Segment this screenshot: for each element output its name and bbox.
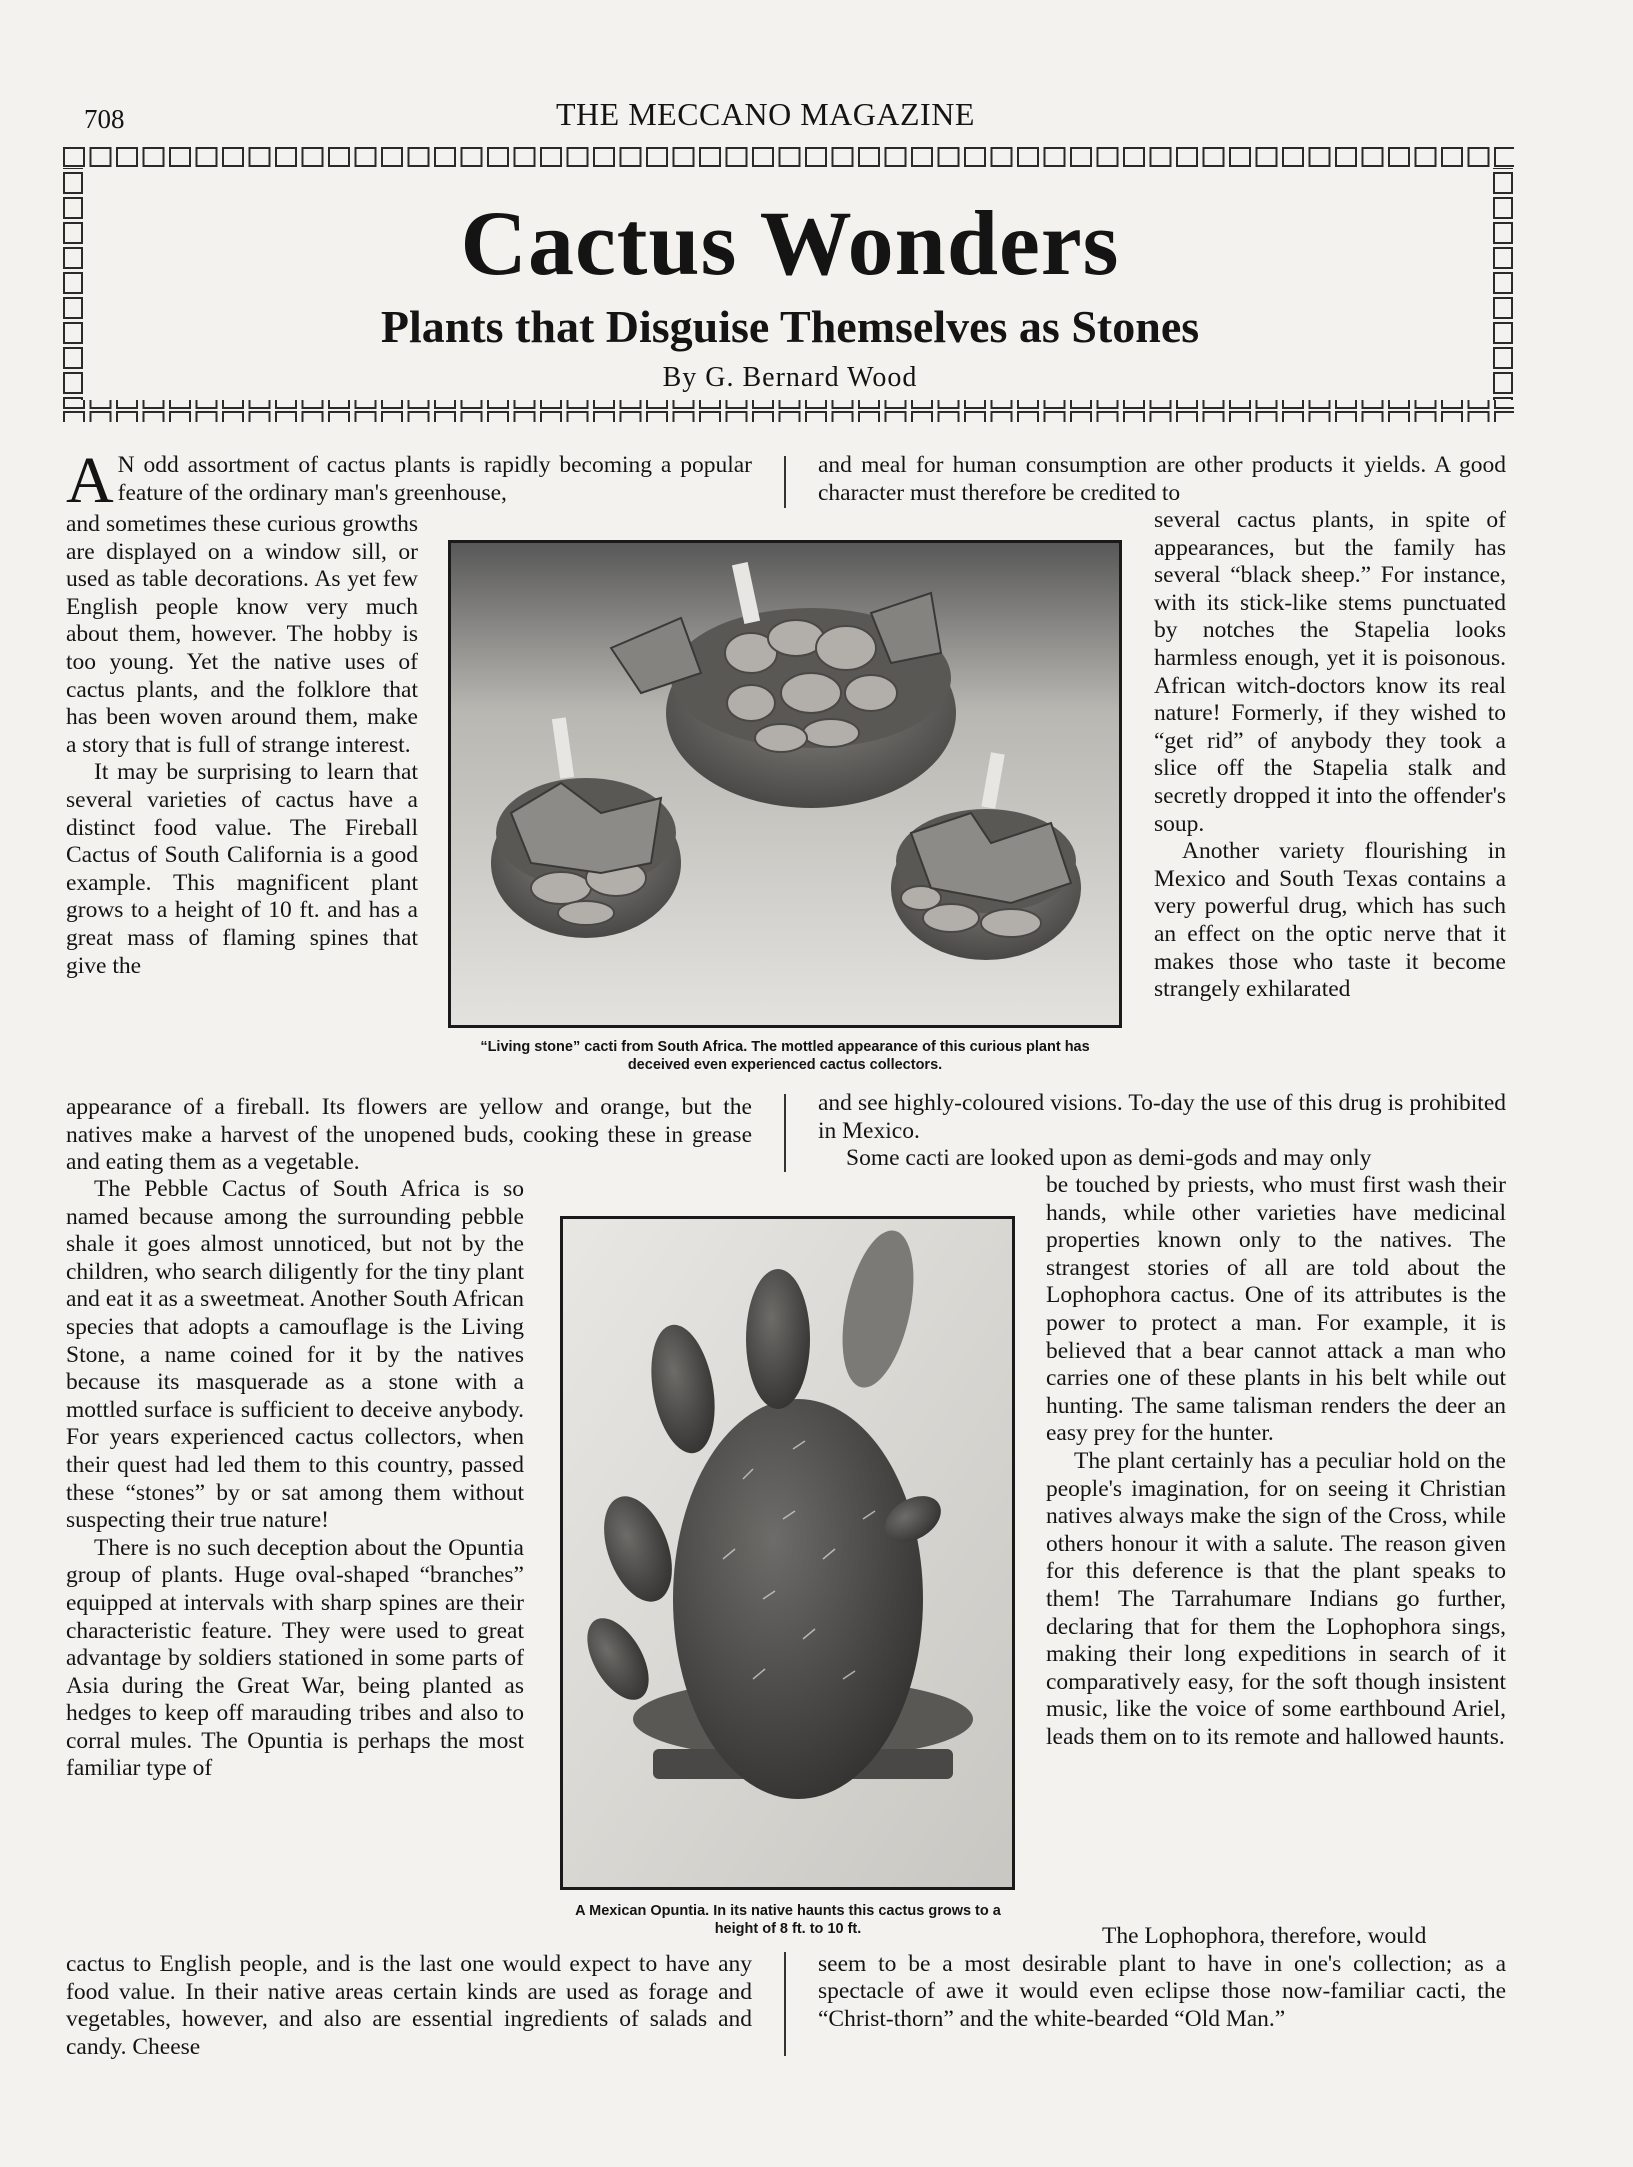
paragraph: appearance of a fireball. Its flowers are yellow and orange, but the natives make a harvest of the unopened buds, cooking these in grease and eating them as a vegetable. [66, 1094, 752, 1176]
article-title: Cactus Wonders [460, 192, 1120, 294]
left-column-bottom [66, 1951, 752, 2061]
paragraph: be touched by priests, who must first wash their hands, while other varieties have medicinal properties known only to the natives. The strangest stories of all are told about the Lophophora cactus. One of its attributes is the power to protect a man. For example, it is believed that a bear cannot attack a man who carries one of these plants in his belt while out hunting. The same talisman renders the deer an easy prey for the hunter. [1046, 1172, 1506, 1447]
paragraph: There is no such deception about the Opuntia group of plants. Huge oval-shaped “branches” equipped at intervals with sharp spines are their characteristic feature. They were used to great advantage by soldiers stationed in some parts of Asia during the Great War, being planted as hedges to keep off marauding tribes and also to corral mules. The Opuntia is perhaps the most familiar type of [66, 1534, 524, 1782]
opening-text: N odd assortment of cactus plants is rapidly becoming a popular feature of the ordinary man's greenhouse, [117, 452, 752, 506]
left-column-intro [66, 444, 752, 517]
paragraph: and see highly-coloured visions. To-day the use of this drug is prohibited in Mexico. [818, 1090, 1506, 1144]
paragraph: cactus to English people, and is the last one would expect to have any food value. In their native areas certain kinds are used as forage and vegetables, however, and also are essential ingredients of salads and candy. Cheese [66, 1951, 752, 2060]
living-stone-illustration [451, 543, 1119, 1025]
right-column-upper [1154, 507, 1506, 1004]
column-rule [784, 1952, 786, 2056]
paragraph: and meal for human consumption are other products it yields. A good character must therefore be credited to [818, 452, 1506, 506]
left-column-upper [66, 511, 418, 980]
right-column-lower [1046, 1172, 1506, 1751]
running-head: THE MECCANO MAGAZINE [556, 96, 975, 132]
paragraph: seem to be a most desirable plant to have in one's collection; as a spectacle of awe it would even eclipse those now-familiar cacti, the “Christ-thorn” and the white-bearded “Old Man.” [818, 1950, 1506, 2032]
paragraph: and sometimes these curious growths are displayed on a window sill, or used as table decorations. As yet few English people know very much about them, however. The hobby is too young. Yet the native uses of cactus plants, and the folklore that has been woven around them, make a story that is full of strange interest. [66, 511, 418, 758]
paragraph: The Pebble Cactus of South Africa is so named because among the surrounding pebble shale it goes almost unnoticed, but not by the children, who search diligently for the tiny plant and eat it as a sweetmeat. Another South African species that adopts a camouflage is the Living Stone, a name coined for it by the natives because its masquerade as a stone with a mottled surface is sufficient to deceive anybody. For years experienced cactus collectors, when their quest had led them to this country, passed these “stones” by or sat among them without suspecting their true nature! [66, 1176, 524, 1534]
article-subtitle: Plants that Disguise Themselves as Stones [380, 301, 1200, 352]
paragraph: It may be surprising to learn that several varieties of cactus have a distinct food value. The Fireball Cactus of South California is a good example. This magnificent plant grows to a height of 10 ft. and has a great mass of flaming spines that give the [66, 759, 418, 979]
article-byline: By G. Bernard Wood [662, 362, 918, 393]
column-rule [784, 456, 786, 508]
paragraph: The Lophophora, therefore, would [1102, 1923, 1427, 1949]
paragraph: The plant certainly has a peculiar hold on the people's imagination, for on seeing it Christian natives always make the sign of the Cross, while others honour it with a salute. The reason given for this deference is that the plant speaks to them! The Tarrahumare Indians go further, declaring that for them the Lophophora sings, making their long expeditions in search of it comparatively easy, for the soft though insistent music, like the voice of some earthbound Ariel, leads them on to its remote and hallowed haunts. [1046, 1447, 1506, 1750]
right-column-bottom [818, 1923, 1506, 2033]
column-rule [784, 1094, 786, 1172]
left-column-middle [66, 1094, 752, 1177]
opuntia-caption: A Mexican Opuntia. In its native haunts this cactus grows to a height of 8 ft. to 10 ft. [575, 1903, 1001, 1937]
living-stone-photo [448, 540, 1122, 1028]
living-stone-caption: “Living stone” cacti from South Africa. The mottled appearance of this curious plant has deceived even experienced cactus collectors. [480, 1039, 1090, 1073]
opuntia-illustration [563, 1219, 1012, 1887]
right-column-top [818, 452, 1506, 507]
paragraph: Some cacti are looked upon as demi-gods and may only [846, 1145, 1372, 1172]
right-column-middle [818, 1090, 1506, 1173]
paragraph: several cactus plants, in spite of appearances, but the family has several “black sheep.” For instance, with its stick-like stems punctuated by notches the Stapelia looks harmless enough, yet it is poisonous. African witch-doctors know its real nature! Formerly, if they wished to “get rid” of anybody they took a slice off the Stapelia stalk and secretly dropped it into the offender's soup. [1154, 507, 1506, 837]
paragraph: Another variety flourishing in Mexico and South Texas contains a very powerful drug, which has such an effect on the optic nerve that it makes those who taste it become strangely exhilarated [1154, 838, 1506, 1003]
page-number: 708 [84, 104, 125, 134]
opuntia-photo [560, 1216, 1015, 1890]
drop-cap: A [66, 444, 114, 517]
left-column-lower [66, 1176, 524, 1783]
opening-paragraph [66, 444, 752, 517]
